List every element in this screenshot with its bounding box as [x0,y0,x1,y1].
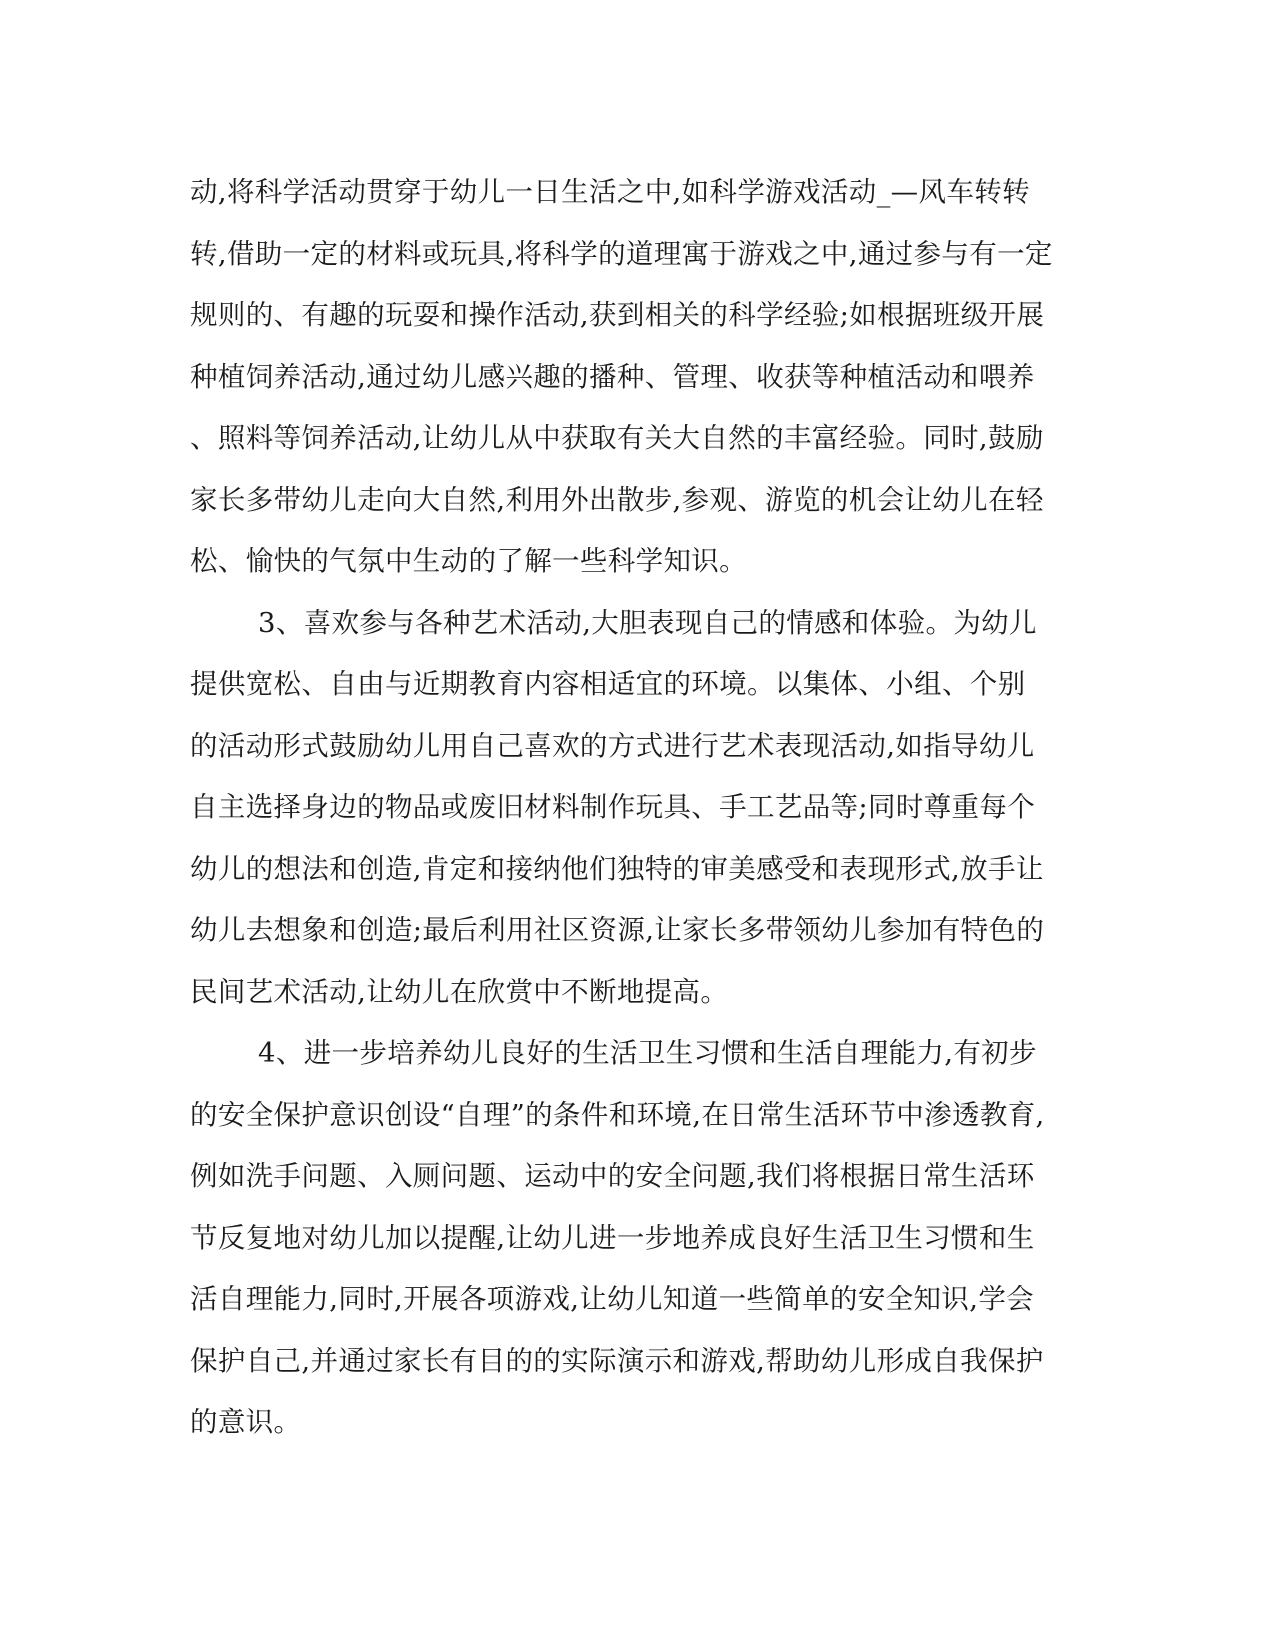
body-text [190,162,1090,1454]
text-line: 提供宽松、自由与近期教育内容相适宜的环境。以集体、小组、个别 [190,668,1026,700]
text-line: 活自理能力,同时,开展各项游戏,让幼儿知道一些简单的安全知识,学会 [190,1283,1035,1315]
text-line: 家长多带幼儿走向大自然,利用外出散步,参观、游览的机会让幼儿在轻 [190,483,1044,516]
text-line: 民间艺术活动,让幼儿在欣赏中不断地提高。 [190,975,729,1008]
text-line: 的活动形式鼓励幼儿用自己喜欢的方式进行艺术表现活动,如指导幼儿 [190,729,1035,762]
text-line: 节反复地对幼儿加以提醒,让幼儿进一步地养成良好生活卫生习惯和生 [190,1221,1035,1254]
text-line: 幼儿去想象和创造;最后利用社区资源,让家长多带领幼儿参加有特色的 [190,914,1045,946]
text-line: 自主选择身边的物品或废旧材料制作玩具、手工艺品等;同时尊重每个 [190,791,1036,823]
text-line: 保护自己,并通过家长有目的的实际演示和游戏,帮助幼儿形成自我保护 [190,1344,1044,1377]
text-line: 动,将科学活动贯穿于幼儿一日生活之中,如科学游戏活动_—风车转转 [190,176,1030,208]
paragraph-start-line: 3、喜欢参与各种艺术活动,大胆表现自己的情感和体验。为幼儿 [258,606,1037,639]
text-line: 的安全保护意识创设“自理”的条件和环境,在日常生活环节中渗透教育, [190,1098,1045,1131]
text-line: 幼儿的想法和创造,肯定和接纳他们独特的审美感受和表现形式,放手让 [190,852,1044,885]
text-line: 转,借助一定的材料或玩具,将科学的道理寓于游戏之中,通过参与有一定 [190,237,1053,270]
text-line: 的意识。 [190,1406,302,1438]
text-line: 规则的、有趣的玩耍和操作活动,获到相关的科学经验;如根据班级开展 [190,299,1045,331]
text-line: 例如洗手问题、入厕问题、运动中的安全问题,我们将根据日常生活环 [190,1160,1035,1192]
text-line: 松、愉快的气氛中生动的了解一些科学知识。 [190,545,747,577]
text-line: 种植饲养活动,通过幼儿感兴趣的播种、管理、收获等种植活动和喂养 [190,360,1035,393]
paragraph-start-line: 4、进一步培养幼儿良好的生活卫生习惯和生活自理能力,有初步 [258,1037,1037,1069]
text-line: 、照料等饲养活动,让幼儿从中获取有关大自然的丰富经验。同时,鼓励 [190,422,1044,454]
